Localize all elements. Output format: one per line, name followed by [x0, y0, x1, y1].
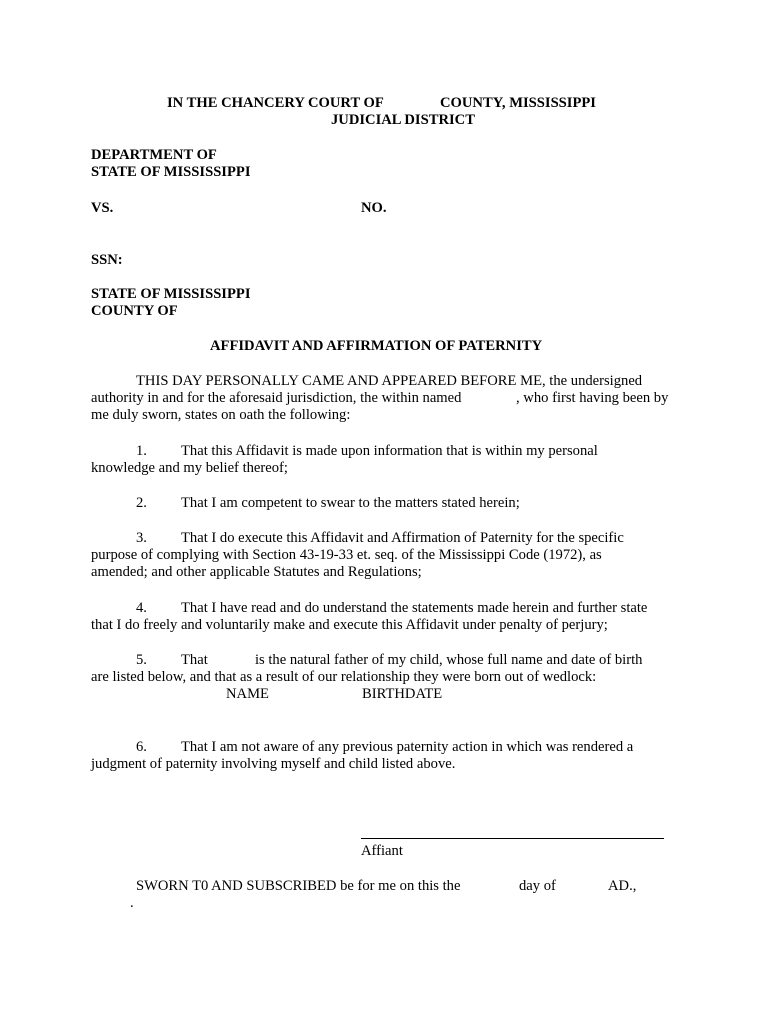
- item1-line2: knowledge and my belief thereof;: [91, 460, 288, 476]
- item5-line1b: is the natural father of my child, whose full name and date of birth: [255, 652, 643, 668]
- item5-line2: are listed below, and that as a result of our relationship they were born out of wedlock:: [91, 669, 597, 685]
- item4-number: 4.: [136, 600, 147, 616]
- intro-line2a: authority in and for the aforesaid jurisdiction, the within named: [91, 390, 462, 406]
- item3-line2: purpose of complying with Section 43-19-33 et. seq. of the Mississippi Code (1972), as: [91, 547, 602, 563]
- child-birthdate-column-header: BIRTHDATE: [362, 686, 443, 702]
- versus-label: VS.: [91, 200, 114, 216]
- court-suffix: COUNTY, MISSISSIPPI: [440, 95, 596, 111]
- item2-line1: That I am competent to swear to the matters stated herein;: [181, 495, 520, 511]
- item1-number: 1.: [136, 443, 147, 459]
- item4-line2: that I do freely and voluntarily make and execute this Affidavit under penalty of perjury;: [91, 617, 608, 633]
- sworn-dot: .: [130, 895, 134, 911]
- item6-number: 6.: [136, 739, 147, 755]
- intro-line2b: , who first having been by: [516, 390, 669, 406]
- intro-line3: me duly sworn, states on oath the following:: [91, 407, 351, 423]
- sworn-day-of: day of: [519, 878, 556, 894]
- department-line1: DEPARTMENT OF: [91, 147, 217, 163]
- item5-number: 5.: [136, 652, 147, 668]
- item6-line2: judgment of paternity involving myself and child listed above.: [91, 756, 456, 772]
- judicial-district: JUDICIAL DISTRICT: [331, 112, 475, 128]
- item3-line1: That I do execute this Affidavit and Affirmation of Paternity for the specific: [181, 530, 624, 546]
- item5-line1a: That: [181, 652, 208, 668]
- document-title: AFFIDAVIT AND AFFIRMATION OF PATERNITY: [210, 338, 543, 354]
- intro-line1: THIS DAY PERSONALLY CAME AND APPEARED BEFORE ME, the undersigned: [136, 373, 643, 389]
- item6-line1: That I am not aware of any previous paternity action in which was rendered a: [181, 739, 634, 755]
- affiant-label: Affiant: [361, 843, 403, 859]
- ssn-label: SSN:: [91, 252, 123, 268]
- department-line2: STATE OF MISSISSIPPI: [91, 164, 251, 180]
- sworn-text: SWORN T0 AND SUBSCRIBED be for me on this the: [136, 878, 461, 894]
- item3-number: 3.: [136, 530, 147, 546]
- court-prefix: IN THE CHANCERY COURT OF: [167, 95, 384, 111]
- affiant-signature-line: [361, 838, 664, 839]
- case-number-label: NO.: [361, 200, 387, 216]
- item4-line1: That I have read and do understand the statements made herein and further state: [181, 600, 648, 616]
- item2-number: 2.: [136, 495, 147, 511]
- sworn-ad: AD.,: [608, 878, 637, 894]
- item3-line3: amended; and other applicable Statutes and Regulations;: [91, 564, 422, 580]
- child-name-column-header: NAME: [226, 686, 269, 702]
- county-label: COUNTY OF: [91, 303, 178, 319]
- state-label: STATE OF MISSISSIPPI: [91, 286, 251, 302]
- item1-line1: That this Affidavit is made upon information that is within my personal: [181, 443, 598, 459]
